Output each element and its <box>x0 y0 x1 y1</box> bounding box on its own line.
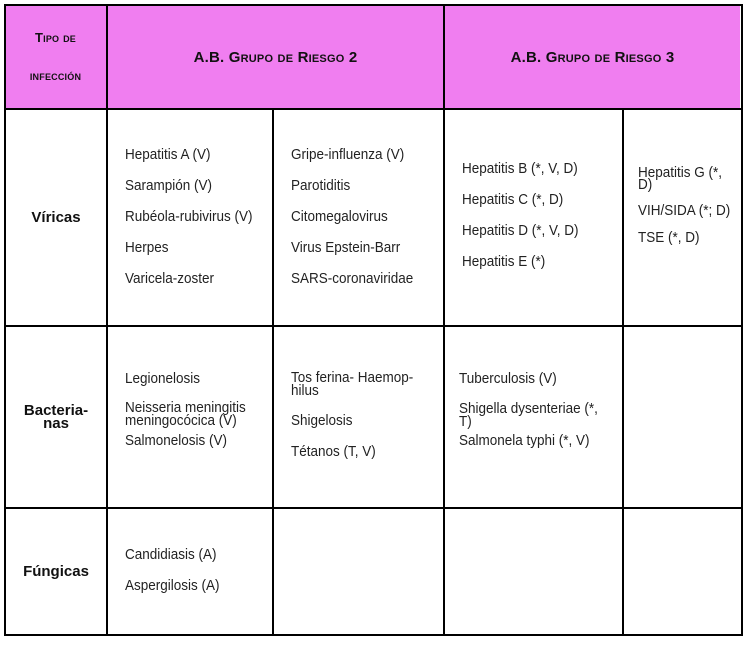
list-item: Tuberculosis (V) <box>459 370 557 387</box>
list-item: Hepatitis D (*, V, D) <box>462 222 579 239</box>
list-item: Citomegalovirus <box>291 208 388 225</box>
list-item: Hepatitis B (*, V, D) <box>462 160 578 177</box>
list-item-line: Shigella dysenteriae (*, <box>459 400 598 417</box>
list-item: Tétanos (T, V) <box>291 443 376 460</box>
table-divider-col2 <box>272 108 274 636</box>
row-label-viricas: Víricas <box>31 209 81 226</box>
table-divider-col3 <box>443 4 445 636</box>
table-border-top <box>4 4 743 6</box>
header-risk-group-2: A.B. Grupo de Riesgo 2 <box>108 6 443 108</box>
list-item: VIH/SIDA (*; D) <box>638 202 731 219</box>
fungicas-group2-list-a <box>125 539 220 601</box>
table-border-bottom <box>4 634 743 636</box>
list-item-line: hilus <box>291 382 319 399</box>
list-item: Aspergilosis (A) <box>125 577 220 594</box>
list-item <box>459 394 598 430</box>
list-item: Parotiditis <box>291 177 351 194</box>
header-infection-type-line2: infección <box>29 68 82 83</box>
table-divider-row1 <box>4 325 743 327</box>
list-item: Virus Epstein-Barr <box>291 239 401 256</box>
list-item: Herpes <box>125 239 169 256</box>
viricas-group2-list-b <box>291 139 413 294</box>
table-divider-header <box>4 108 743 110</box>
list-item-line: meningocócica (V) <box>125 412 237 429</box>
bacterianas-group2-list-a <box>125 363 246 456</box>
viricas-group2-list-a <box>125 139 253 294</box>
list-item <box>638 164 730 202</box>
list-item: Shigelosis <box>291 412 353 429</box>
list-item: Hepatitis C (*, D) <box>462 191 564 208</box>
list-item-line: T) <box>459 413 472 430</box>
list-item-line: Neisseria meningitis <box>125 399 246 416</box>
header-risk-group-3: A.B. Grupo de Riesgo 3 <box>445 6 740 108</box>
list-item: Hepatitis A (V) <box>125 146 211 163</box>
list-item: Rubéola-rubivirus (V) <box>125 208 253 225</box>
list-item-line: D) <box>638 176 653 193</box>
table-divider-col1 <box>106 4 108 636</box>
row-label-bacterianas: Bacteria- nas <box>23 402 89 432</box>
viricas-group3-list-a <box>462 153 579 277</box>
row-label-fungicas: Fúngicas <box>23 563 89 580</box>
viricas-group3-list-b <box>638 164 731 266</box>
list-item: SARS-coronaviridae <box>291 270 414 287</box>
header-infection-type-line1: Tipo de <box>35 30 76 45</box>
table-divider-row2 <box>4 507 743 509</box>
header-infection-type <box>5 6 106 108</box>
table-border-right <box>741 4 743 636</box>
list-item: TSE (*, D) <box>638 229 700 246</box>
list-item <box>291 363 414 399</box>
list-item-line: Tos ferina- Haemop- <box>291 369 414 386</box>
list-item: Varicela-zoster <box>125 270 215 287</box>
bacterianas-group2-list-b <box>291 363 413 467</box>
list-item: Salmonelosis (V) <box>125 432 228 449</box>
table-divider-col4 <box>622 108 624 636</box>
bacterianas-group3-list-a <box>459 363 598 456</box>
list-item: Sarampión (V) <box>125 177 213 194</box>
list-item-line: Hepatitis G (*, <box>638 164 723 181</box>
list-item: Candidiasis (A) <box>125 546 217 563</box>
list-item: Legionelosis <box>125 370 201 387</box>
list-item: Salmonela typhi (*, V) <box>459 432 590 449</box>
list-item: Hepatitis E (*) <box>462 253 546 270</box>
list-item: Gripe-influenza (V) <box>291 146 405 163</box>
list-item <box>125 394 246 429</box>
